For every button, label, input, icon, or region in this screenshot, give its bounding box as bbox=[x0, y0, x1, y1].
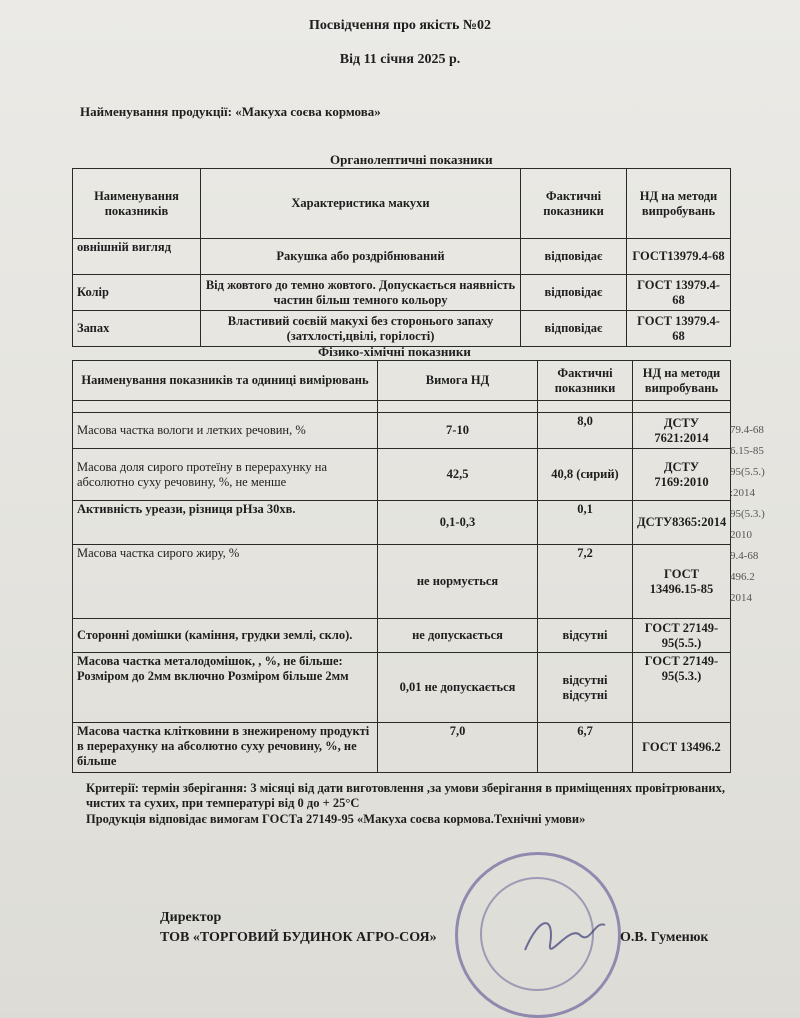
table-cell: відповідає bbox=[521, 275, 627, 311]
table-cell: ГОСТ 27149-95(5.5.) bbox=[633, 619, 731, 653]
table-cell: овнішній вигляд bbox=[73, 239, 201, 275]
company-name: ТОВ «ТОРГОВИЙ БУДИНОК АГРО-СОЯ» bbox=[160, 930, 437, 945]
signature-icon bbox=[520, 905, 610, 965]
signatory-name: О.В. Гуменюк bbox=[620, 930, 709, 945]
table-cell: 40,8 (сирий) bbox=[538, 449, 633, 501]
table-cell: 7,2 bbox=[538, 545, 633, 619]
table-cell: 0,01 не допускається bbox=[378, 653, 538, 723]
column-header: Характеристика макухи bbox=[201, 169, 521, 239]
certificate-title: Посвідчення про якість №02 bbox=[309, 18, 491, 33]
column-header: Фактичні показники bbox=[538, 361, 633, 401]
table-cell: Масова частка вологи и летких речовин, % bbox=[73, 413, 378, 449]
signatory-title: Директор bbox=[160, 910, 222, 925]
column-header: Вимога НД bbox=[378, 361, 538, 401]
table-cell: Колір bbox=[73, 275, 201, 311]
column-header: Наименування показників та одиниці вимірювань bbox=[73, 361, 378, 401]
margin-fragment: 95(5.3.) bbox=[730, 508, 765, 520]
table-cell: 6,7 bbox=[538, 723, 633, 773]
physchem-table bbox=[72, 360, 731, 773]
table-row bbox=[73, 545, 731, 619]
table-header-row bbox=[73, 169, 731, 239]
storage-criteria: Критерії: термін зберігання: 3 місяці від дати виготовлення ,за умови зберігання в приміщеннях провітрюваних, чистих та сухих, при температурі від 0 до + 25°С bbox=[86, 781, 725, 810]
table-cell: 0,1-0,3 bbox=[378, 501, 538, 545]
table-cell: відповідає bbox=[521, 311, 627, 347]
table-header-row bbox=[73, 361, 731, 401]
table-cell: Запах bbox=[73, 311, 201, 347]
table-cell: 7-10 bbox=[378, 413, 538, 449]
table-cell: Масова частка металодомішок, , %, не більше: Розміром до 2мм включно Розміром більше 2мм bbox=[73, 653, 378, 723]
margin-fragment: 2014 bbox=[730, 592, 752, 604]
table-cell: 42,5 bbox=[378, 449, 538, 501]
table-cell: Сторонні домішки (каміння, грудки землі, скло). bbox=[73, 619, 378, 653]
table-cell: не нормується bbox=[378, 545, 538, 619]
table-cell: відповідає bbox=[521, 239, 627, 275]
margin-fragment: 79.4-68 bbox=[730, 424, 764, 436]
organoleptic-table bbox=[72, 168, 731, 347]
table-cell: ДСТУ8365:2014 bbox=[633, 501, 731, 545]
margin-fragment: 6.15-85 bbox=[730, 445, 764, 457]
table-cell: Масова частка сирого жиру, % bbox=[73, 545, 378, 619]
table-row bbox=[73, 275, 731, 311]
margin-fragment: 496.2 bbox=[730, 571, 755, 583]
table-cell: 8,0 bbox=[538, 413, 633, 449]
table-row bbox=[73, 723, 731, 773]
table-row bbox=[73, 653, 731, 723]
column-header: НД на методи випробувань bbox=[633, 361, 731, 401]
column-header: Фактичні показники bbox=[521, 169, 627, 239]
table-cell: відсутні bbox=[538, 619, 633, 653]
table-cell: Активність уреази, різниця рНза 30хв. bbox=[73, 501, 378, 545]
table-row bbox=[73, 311, 731, 347]
table-cell: ГОСТ13979.4-68 bbox=[627, 239, 731, 275]
table-cell: ДСТУ 7169:2010 bbox=[633, 449, 731, 501]
spacer-row bbox=[73, 401, 731, 413]
table-row bbox=[73, 501, 731, 545]
table-cell: ГОСТ 13979.4-68 bbox=[627, 311, 731, 347]
table-row bbox=[73, 239, 731, 275]
table-row bbox=[73, 449, 731, 501]
table-cell: відсутні відсутні bbox=[538, 653, 633, 723]
table-cell: ГОСТ 27149-95(5.3.) bbox=[633, 653, 731, 723]
table-cell: Ракушка або роздрібнюваний bbox=[201, 239, 521, 275]
table-cell: ГОСТ 13496.15-85 bbox=[633, 545, 731, 619]
table-row bbox=[73, 619, 731, 653]
margin-fragment: 95(5.5.) bbox=[730, 466, 765, 478]
table-cell: ДСТУ 7621:2014 bbox=[633, 413, 731, 449]
margin-fragment: :2014 bbox=[730, 487, 756, 499]
table-cell: 0,1 bbox=[538, 501, 633, 545]
table-cell: Масова доля сирого протеїну в перерахунку на абсолютно суху речовину, %, не менше bbox=[73, 449, 378, 501]
organoleptic-title: Органолептичні показники bbox=[330, 152, 493, 167]
margin-fragments bbox=[730, 420, 765, 609]
table-cell: Від жовтого до темно жовтого. Допускається наявність частин більш темного кольору bbox=[201, 275, 521, 311]
table-cell: не допускається bbox=[378, 619, 538, 653]
table-cell: 7,0 bbox=[378, 723, 538, 773]
physchem-title: Фізико-хімічні показники bbox=[318, 344, 471, 359]
margin-fragment: 2010 bbox=[730, 529, 752, 541]
table-cell: ГОСТ 13979.4-68 bbox=[627, 275, 731, 311]
table-cell: Властивий соєвій макухі без сторонього запаху (затхлості,цвілі, горілості) bbox=[201, 311, 521, 347]
product-name: Найменування продукції: «Макуха соєва кормова» bbox=[80, 104, 381, 119]
column-header: Наименування показників bbox=[73, 169, 201, 239]
column-header: НД на методи випробувань bbox=[627, 169, 731, 239]
compliance-statement: Продукція відповідає вимогам ГОСТа 27149-95 «Макуха соєва кормова.Технічні умови» bbox=[86, 812, 586, 826]
certificate-date: Від 11 січня 2025 р. bbox=[339, 52, 461, 67]
margin-fragment: 9.4-68 bbox=[730, 550, 759, 562]
table-row bbox=[73, 413, 731, 449]
table-cell: ГОСТ 13496.2 bbox=[633, 723, 731, 773]
table-cell: Масова частка клітковини в знежиреному продукті в перерахунку на абсолютно суху речовину, %, не більше bbox=[73, 723, 378, 773]
